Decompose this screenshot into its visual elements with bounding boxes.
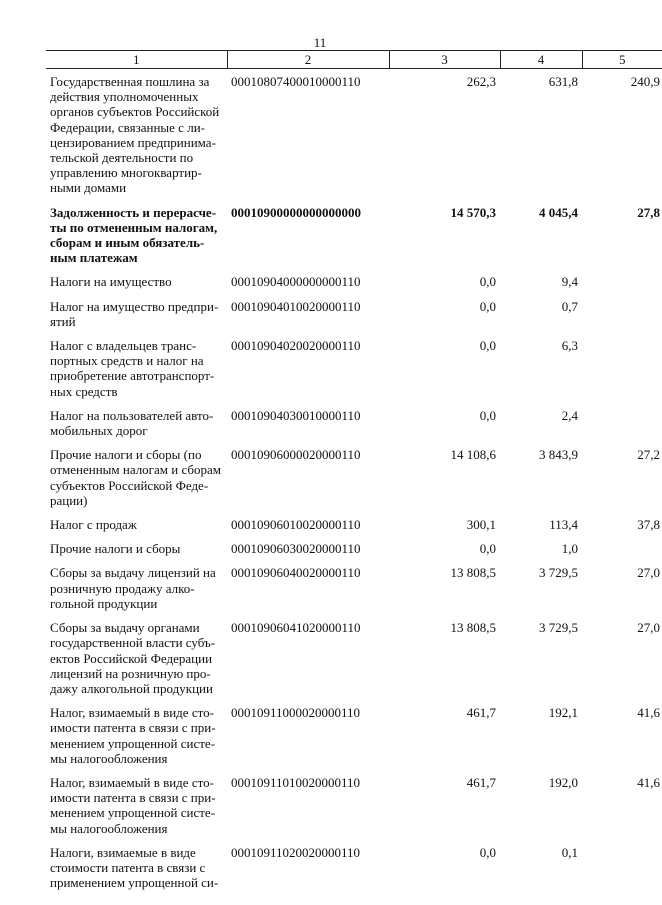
row-value-col4: 0,1 [561, 844, 578, 860]
row-value-col4: 113,4 [549, 517, 578, 533]
row-value-col4: 6,3 [561, 338, 578, 354]
row-value-col5 [582, 338, 662, 408]
row-name: Налоги на имущество [50, 274, 172, 290]
row-value-col5 [582, 299, 662, 338]
row-code: 00010911000020000110 [231, 705, 361, 721]
row-value-col4: 3 729,5 [539, 620, 578, 636]
row-value-col3: 14 570,3 [450, 204, 496, 220]
row-value-col5: 41,6 [637, 774, 660, 790]
row-value-col5 [582, 274, 662, 298]
table-row [46, 620, 662, 705]
row-name: Сборы за выдачу лицензий на розничную продажу алко- гольной продукции [50, 565, 216, 611]
row-name: Налог с владельцев транс- портных средств и налог на приобретение автотранспорт- ных средств [50, 338, 215, 399]
row-value-col4: 2,4 [561, 407, 578, 423]
row-name: Налог, взимаемый в виде сто- имости патента в связи с при- менением упрощенной систе- мы налогообложения [50, 705, 216, 766]
row-value-col3: 0,0 [479, 338, 496, 354]
row-value-col3: 0,0 [479, 274, 496, 290]
header-col-3: 3 [389, 51, 500, 69]
table-row [46, 845, 662, 900]
row-value-col5: 41,6 [637, 705, 660, 721]
row-value-col3: 0,0 [479, 407, 496, 423]
table-body [46, 69, 662, 900]
row-value-col3: 262,3 [466, 74, 496, 89]
row-value-col3: 461,7 [466, 705, 496, 721]
row-value-col5 [582, 408, 662, 447]
row-value-col4: 3 729,5 [539, 565, 578, 581]
row-value-col5: 240,9 [630, 74, 660, 89]
row-value-col3: 0,0 [479, 298, 496, 314]
row-name: Сборы за выдачу органами государственной власти субъ- ектов Российской Федерации лицензий на розничную про- дажу алкогольной продукции [50, 620, 216, 696]
header-col-1: 1 [46, 51, 227, 69]
row-code: 00010911010020000110 [231, 774, 361, 790]
row-value-col5: 37,8 [637, 517, 660, 533]
header-col-4: 4 [500, 51, 582, 69]
row-value-col4: 3 843,9 [539, 447, 578, 463]
row-value-col4: 4 045,4 [539, 204, 578, 220]
row-value-col4: 1,0 [561, 541, 578, 557]
budget-table [46, 50, 662, 899]
row-value-col3: 461,7 [466, 774, 496, 790]
row-value-col4: 9,4 [561, 274, 578, 290]
header-row [46, 51, 662, 69]
row-value-col4: 0,7 [561, 298, 578, 314]
row-name: Задолженность и перерасче- ты по отмененным налогам, сборам и иным обязатель- ным платежам [50, 204, 218, 266]
table-row [46, 541, 662, 565]
page-number: 11 [313, 35, 327, 50]
table-row [46, 299, 662, 338]
row-value-col5 [582, 845, 662, 900]
row-name: Налоги, взимаемые в виде стоимости патента в связи с применением упрощенной си- [50, 844, 219, 891]
row-value-col5: 27,8 [637, 204, 660, 220]
table-row [46, 69, 662, 205]
row-name: Налог на имущество предпри- ятий [50, 298, 219, 329]
table-row [46, 775, 662, 845]
row-value-col3: 0,0 [479, 844, 496, 860]
row-name: Налог, взимаемый в виде сто- имости патента в связи с при- менением упрощенной систе- мы налогообложения [50, 774, 216, 836]
table-row [46, 408, 662, 447]
table-row [46, 447, 662, 517]
row-code: 00010904020020000110 [231, 338, 361, 354]
row-value-col3: 13 808,5 [450, 620, 496, 636]
row-value-col5: 27,2 [637, 447, 660, 463]
table-row [46, 705, 662, 775]
row-code: 00010904000000000110 [231, 274, 361, 290]
row-value-col3: 13 808,5 [450, 565, 496, 581]
row-code: 00010906041020000110 [231, 620, 361, 636]
header-col-2: 2 [227, 51, 389, 69]
row-code: 00010904010020000110 [231, 298, 361, 314]
row-name: Государственная пошлина за действия уполномоченных органов субъектов Российской Федерации, связанные с ли- цензированием предпринима- тельской деятельности по управлению многоквартир- ными домами [50, 74, 220, 196]
table-row [46, 205, 662, 275]
row-value-col3: 14 108,6 [450, 447, 496, 463]
row-code: 00010906000020000110 [231, 447, 361, 463]
row-code: 00010807400010000110 [231, 74, 361, 89]
row-code: 00010906010020000110 [231, 517, 361, 533]
row-name: Налог на пользователей авто- мобильных дорог [50, 407, 214, 439]
row-code: 00010906040020000110 [231, 565, 361, 581]
row-code: 00010900000000000000 [231, 204, 361, 220]
table-row [46, 517, 662, 541]
row-name: Прочие налоги и сборы [50, 541, 181, 557]
row-value-col4: 192,0 [548, 774, 578, 790]
row-value-col3: 300,1 [466, 517, 496, 533]
row-value-col4: 192,1 [548, 705, 578, 721]
row-code: 00010906030020000110 [231, 541, 361, 557]
row-value-col4: 631,8 [548, 74, 578, 89]
table-row [46, 274, 662, 298]
row-value-col5 [582, 541, 662, 565]
header-col-5: 5 [582, 51, 662, 69]
row-name: Налог с продаж [50, 517, 137, 533]
table-row [46, 338, 662, 408]
row-value-col5: 27,0 [637, 620, 660, 636]
row-name: Прочие налоги и сборы (по отмененным налогам и сборам субъектов Российской Феде- рации) [50, 447, 222, 508]
row-value-col3: 0,0 [479, 541, 496, 557]
row-code: 00010904030010000110 [231, 407, 361, 423]
row-value-col5: 27,0 [637, 565, 660, 581]
table-row [46, 565, 662, 620]
table-header [46, 51, 662, 69]
row-code: 00010911020020000110 [231, 844, 361, 860]
